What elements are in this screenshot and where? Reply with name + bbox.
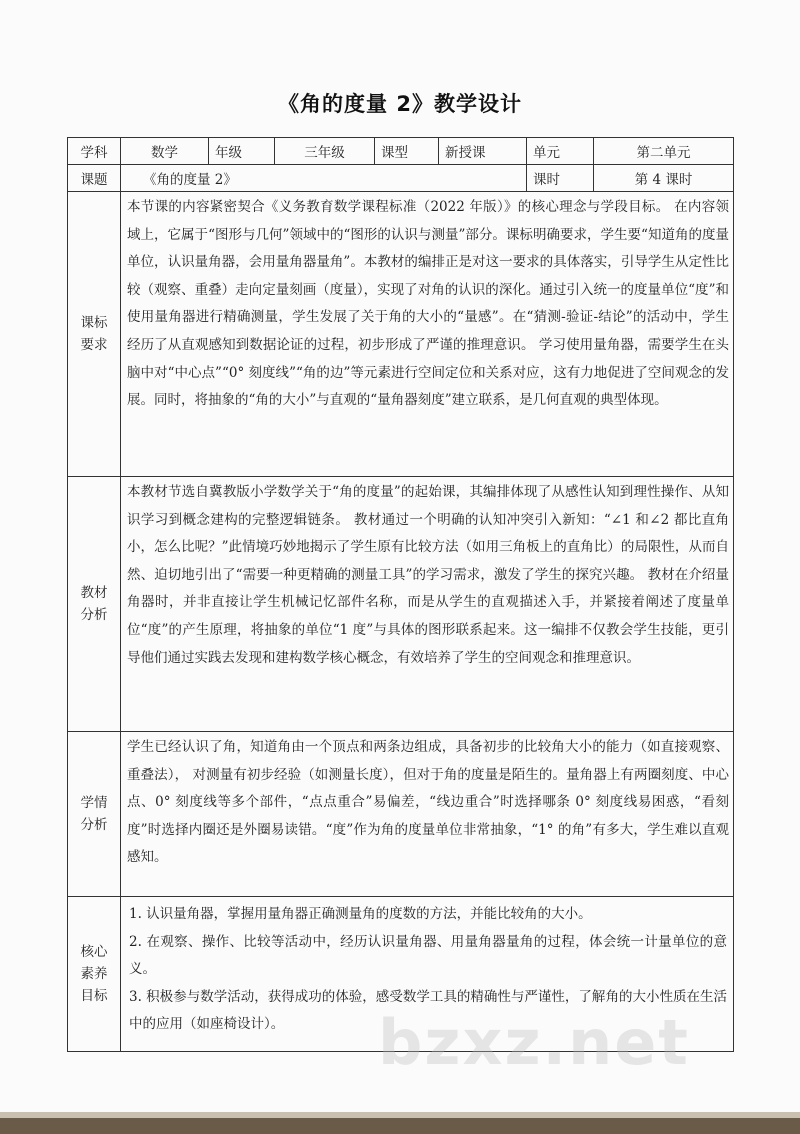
- learners-label-line1: 学情: [80, 795, 108, 811]
- goal-item: 3. 积极参与数学活动，获得成功的体验，感受数学工具的精确性与严谨性，了解角的大小性质在生活中的应用（如座椅设计）。: [129, 988, 727, 1032]
- period-value: 第 4 课时: [594, 165, 734, 192]
- grade-label: 年级: [209, 138, 275, 165]
- curriculum-row: [68, 192, 734, 477]
- topic-row: [68, 165, 734, 192]
- goal-item: 1. 认识量角器，掌握用量角器正确测量角的度数的方法，并能比较角的大小。: [129, 906, 592, 922]
- learners-text: 学生已经认识了角，知道角由一个顶点和两条边组成，具备初步的比较角大小的能力（如直接观察、重叠法）， 对测量有初步经验（如测量长度），但对于角的度量是陌生的。量角器上有两圈刻度、中心点、0° 刻度线等多个部件，“点点重合”易偏差，“线边重合”时选择哪条 0° 刻度线易困惑，“看刻度”时选择内圈还是外圈易读错。“度”作为角的度量单位非常抽象，“1° 的角”有多大，学生难以直观感知。: [121, 732, 734, 897]
- topic-value: 《角的度量 2》: [121, 165, 527, 192]
- period-label: 课时: [527, 165, 594, 192]
- subject-label: 学科: [68, 138, 121, 165]
- goals-label-line1: 核心: [80, 944, 108, 960]
- lesson-plan-table: [67, 137, 734, 1052]
- textbook-text: 本教材节选自冀教版小学数学关于“角的度量”的起始课，其编排体现了从感性认知到理性操作、从知识学习到概念建构的完整逻辑链条。 教材通过一个明确的认知冲突引入新知：“∠1 和∠2 都比直角小，怎么比呢？”此情境巧妙地揭示了学生原有比较方法（如用三角板上的直角比）的局限性，从而自然、迫切地引出了“需要一种更精确的测量工具”的学习需求，激发了学生的探究兴趣。 教材在介绍量角器时，并非直接让学生机械记忆部件名称，而是从学生的直观描述入手，并紧接着阐述了度量单位“度”的产生原理，将抽象的单位“1 度”与具体的图形联系起来。这一编排不仅教会学生技能，更引导他们通过实践去发现和建构数学核心概念，有效培养了学生的空间观念和推理意识。: [121, 477, 734, 732]
- subject-value: 数学: [121, 138, 209, 165]
- unit-value: 第二单元: [594, 138, 734, 165]
- header-row: [68, 138, 734, 165]
- curriculum-label: [68, 192, 121, 477]
- watermark: bzxz.net: [378, 1006, 690, 1079]
- textbook-label-line1: 教材: [80, 585, 108, 601]
- textbook-row: [68, 477, 734, 732]
- textbook-label-line2: 分析: [80, 607, 108, 623]
- goals-label-line2: 素养: [80, 966, 108, 982]
- curriculum-label-line2: 要求: [80, 337, 108, 353]
- type-value: 新授课: [439, 138, 527, 165]
- learners-label: [68, 732, 121, 897]
- learners-label-line2: 分析: [80, 817, 108, 833]
- type-label: 课型: [375, 138, 439, 165]
- goal-item: 2. 在观察、操作、比较等活动中，经历认识量角器、用量角器量角的过程，体会统一计量单位的意义。: [129, 933, 727, 977]
- unit-label: 单元: [527, 138, 594, 165]
- goals-label-line3: 目标: [80, 988, 108, 1004]
- topic-label: 课题: [68, 165, 121, 192]
- curriculum-text: 本节课的内容紧密契合《义务教育数学课程标准（2022 年版）》的核心理念与学段目标。 在内容领域上，它属于“图形与几何”领域中的“图形的认识与测量”部分。课标明确要求，学生要“知道角的度量单位，认识量角器，会用量角器量角”。本教材的编排正是对这一要求的具体落实，引导学生从定性比较（观察、重叠）走向定量刻画（度量），实现了对角的认识的深化。通过引入统一的度量单位“度”和使用量角器进行精确测量，学生发展了关于角的大小的“量感”。在“猜测-验证-结论”的活动中，学生经历了从直观感知到数据论证的过程，初步形成了严谨的推理意识。 学习使用量角器，需要学生在头脑中对“中心点”“0° 刻度线”“角的边”等元素进行空间定位和关系对应，这有力地促进了空间观念的发展。同时，将抽象的“角的大小”与直观的“量角器刻度”建立联系，是几何直观的典型体现。: [121, 192, 734, 477]
- textbook-label: [68, 477, 121, 732]
- bottom-edge-band: [0, 1112, 800, 1134]
- grade-value: 三年级: [275, 138, 375, 165]
- page-title: 《角的度量 2》教学设计: [278, 92, 522, 116]
- curriculum-label-line1: 课标: [80, 315, 108, 331]
- learners-row: [68, 732, 734, 897]
- goals-label: [68, 897, 121, 1052]
